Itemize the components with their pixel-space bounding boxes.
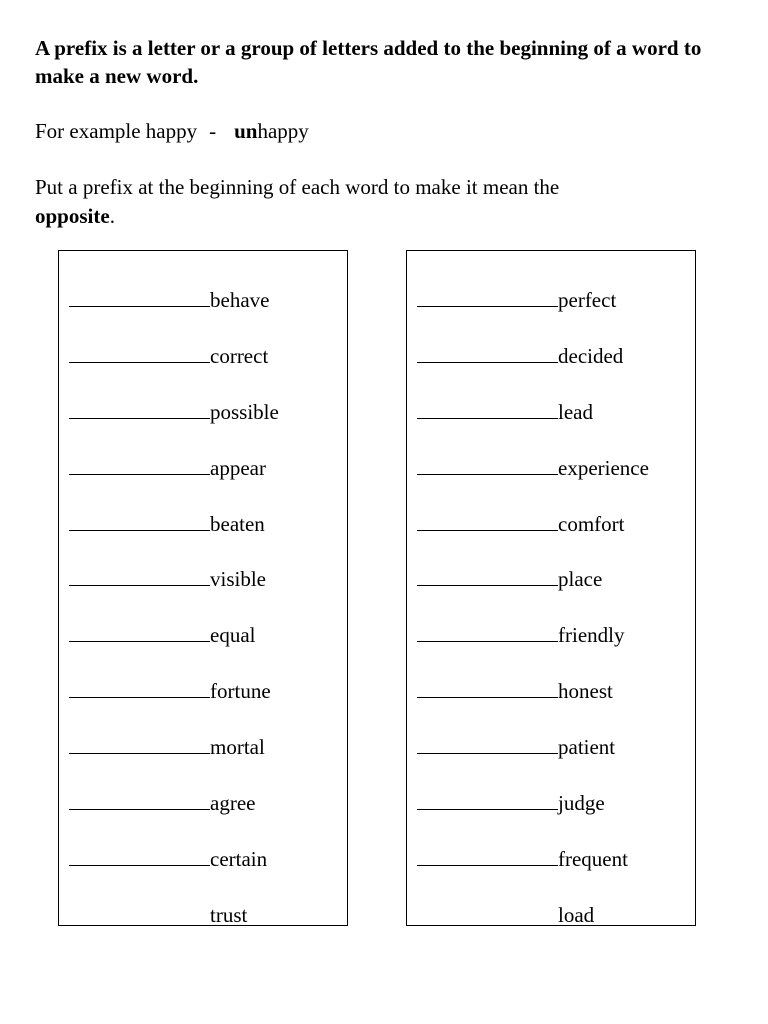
- word-item: [69, 286, 279, 342]
- root-word: friendly: [558, 623, 625, 648]
- root-word: honest: [558, 679, 613, 704]
- root-word: frequent: [558, 846, 628, 871]
- root-word: lead: [558, 399, 593, 424]
- word-item: [69, 454, 279, 510]
- word-item: [69, 621, 279, 677]
- answer-blank[interactable]: [69, 621, 210, 642]
- word-item: [69, 845, 279, 901]
- word-item: [417, 454, 649, 510]
- word-item: [417, 901, 649, 957]
- answer-blank[interactable]: [69, 733, 210, 754]
- root-word: perfect: [558, 288, 617, 312]
- word-item: [69, 565, 279, 621]
- root-word: mortal: [210, 735, 265, 760]
- example-dash: -: [209, 119, 217, 143]
- answer-blank[interactable]: [417, 621, 558, 642]
- instruction-text: [35, 173, 735, 231]
- root-word: correct: [210, 343, 269, 368]
- definition-text: A prefix is a letter or a group of letters added to the beginning of a word to make a new word.: [35, 36, 702, 88]
- root-word: judge: [558, 791, 605, 816]
- answer-blank[interactable]: [69, 901, 210, 922]
- right-word-box: [406, 250, 696, 926]
- word-item: [417, 733, 649, 789]
- root-word: visible: [210, 567, 266, 592]
- word-item: [417, 286, 649, 342]
- word-item: [69, 342, 279, 398]
- left-word-list: [69, 286, 279, 957]
- word-item: [417, 510, 649, 566]
- answer-blank[interactable]: [417, 286, 558, 307]
- word-item: [69, 510, 279, 566]
- instruction-main: Put a prefix at the beginning of each word to make it mean the: [35, 175, 560, 199]
- root-word: appear: [210, 455, 266, 480]
- answer-blank[interactable]: [69, 398, 210, 419]
- word-item: [69, 398, 279, 454]
- answer-blank[interactable]: [417, 845, 558, 866]
- root-word: experience: [558, 455, 649, 480]
- word-item: [69, 677, 279, 733]
- root-word: behave: [210, 288, 270, 312]
- root-word: decided: [558, 343, 624, 368]
- left-word-box: [58, 250, 348, 926]
- answer-blank[interactable]: [417, 789, 558, 810]
- answer-blank[interactable]: [69, 845, 210, 866]
- word-item: [417, 789, 649, 845]
- answer-blank[interactable]: [417, 398, 558, 419]
- right-word-list: [417, 286, 649, 957]
- answer-blank[interactable]: [417, 565, 558, 586]
- example-root: happy: [257, 119, 309, 143]
- answer-blank[interactable]: [417, 510, 558, 531]
- word-item: [417, 677, 649, 733]
- root-word: patient: [558, 735, 616, 760]
- example-prefix: un: [234, 119, 258, 143]
- answer-blank[interactable]: [69, 342, 210, 363]
- word-item: [69, 901, 279, 957]
- answer-blank[interactable]: [69, 565, 210, 586]
- word-item: [417, 621, 649, 677]
- root-word: certain: [210, 846, 268, 871]
- root-word: load: [558, 902, 595, 927]
- root-word: possible: [210, 399, 279, 424]
- example-line: [35, 117, 309, 145]
- word-item: [417, 565, 649, 621]
- answer-blank[interactable]: [69, 510, 210, 531]
- root-word: agree: [210, 791, 256, 816]
- instruction-emphasis: opposite: [35, 204, 110, 228]
- answer-blank[interactable]: [69, 677, 210, 698]
- answer-blank[interactable]: [417, 342, 558, 363]
- answer-blank[interactable]: [417, 733, 558, 754]
- example-label: For example happy: [35, 119, 198, 143]
- root-word: equal: [210, 623, 256, 648]
- instruction-period: .: [109, 204, 115, 228]
- word-item: [417, 398, 649, 454]
- answer-blank[interactable]: [417, 454, 558, 475]
- root-word: trust: [210, 902, 248, 927]
- word-item: [417, 342, 649, 398]
- answer-blank[interactable]: [69, 286, 210, 307]
- answer-blank[interactable]: [69, 789, 210, 810]
- root-word: comfort: [558, 511, 625, 536]
- root-word: beaten: [210, 511, 265, 536]
- answer-blank[interactable]: [417, 901, 558, 922]
- word-item: [417, 845, 649, 901]
- root-word: fortune: [210, 679, 271, 704]
- root-word: place: [558, 567, 603, 592]
- answer-blank[interactable]: [69, 454, 210, 475]
- answer-blank[interactable]: [417, 677, 558, 698]
- word-item: [69, 789, 279, 845]
- word-item: [69, 733, 279, 789]
